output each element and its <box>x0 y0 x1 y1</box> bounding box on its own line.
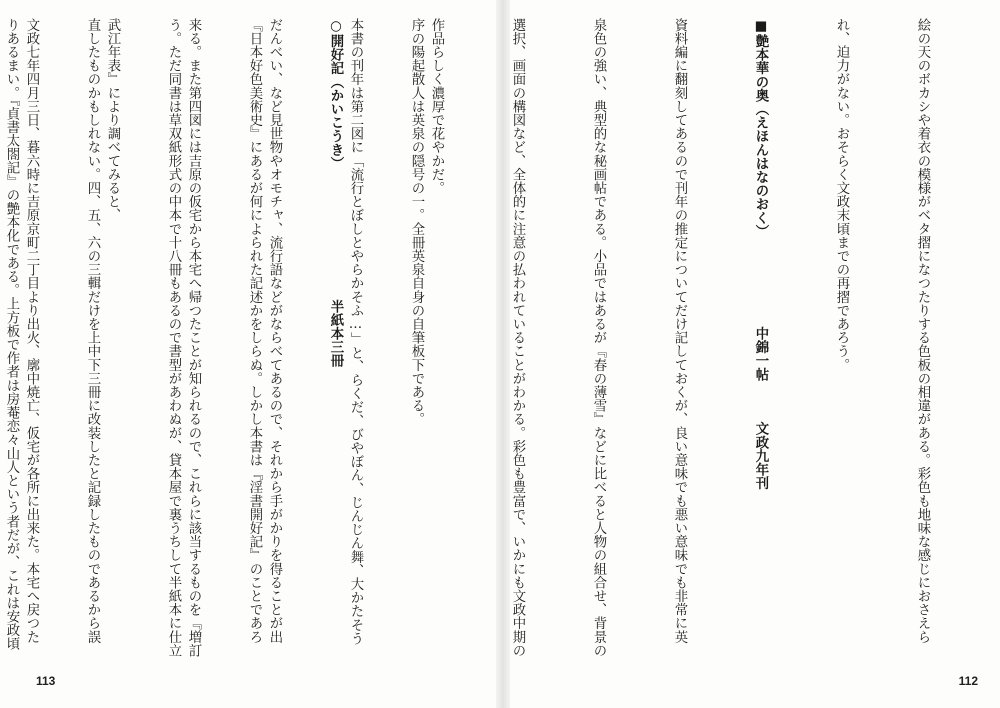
text-line: 本書の刊年は第二図に「流行とぼしとやらかそふ…」と、らくだ、びやぼん、じんじん舞、大かたそう <box>348 18 363 646</box>
text-line: 来る。また第四図には吉原の仮宅から本宅へ帰つたことが知られるので、これらに該当するものを『増訂 <box>186 18 201 658</box>
text-line: れ、迫力がない。おそらく文政末頃までの再摺であろう。 <box>834 18 849 372</box>
page-number: 113 <box>36 674 56 688</box>
text-line: だんべい、など見世物やオモチャ、流行語などがならべてあるので、それから手がかりを得ることが出 <box>267 18 282 644</box>
text-line: 選択、画面の構図など、全体的に注意の払われていることがわかる。彩色も豊富で、いかにも文政中期の <box>510 18 525 658</box>
text-line: 作品らしく濃厚で花やかだ。 <box>429 18 444 195</box>
text-line: 武江年表』により調べてみると、 <box>105 18 120 222</box>
text-line: 直したものかもしれない。四、五、六の三輯だけを上中下三冊に改装したと記録したものであるから誤 <box>85 18 100 644</box>
text-line: 文政七年四月三日、暮六時に吉原京町二丁目より出火、廓中焼亡、仮宅が各所に出来た。本宅へ戻つた <box>24 18 39 644</box>
text-line: 資料編に翻刻してあるので刊年の推定についてだけ記しておくが、良い意味でも悪い意味でも非常に英 <box>672 18 687 644</box>
page-number: 112 <box>958 674 978 688</box>
text-line: う。ただ同書は草双紙形式の中本で十八冊もあるので書型があわぬが、貸本屋で裏うちして半紙本に仕立 <box>166 18 181 658</box>
text-line: 序の陽起散人は英泉の隠号の一。全冊英泉自身の自筆板下である。 <box>409 18 424 426</box>
text-line: りあるまい。『貞書太閤記』の艶本化である。上方板で作者は房菴恋々山人という者だが、これは安政頃 <box>4 18 19 651</box>
text-line: 『日本好色美術史』にあるが何によられた記述かをしらぬ。しかし本書は『淫書開好記』のことであろ <box>247 18 262 644</box>
section-heading: ○開好記（かいこうき） 半紙本三冊 <box>328 18 344 368</box>
text-line: 絵の天のボカシや着衣の模様がベタ摺になつたりする色板の相違がある。彩色も地味な感じにおさえら <box>915 18 930 644</box>
text-line: 泉色の強い、典型的な秘画帖である。小品ではあるが『春の薄雪』などに比べると人物の組合せ、背景の <box>591 18 606 658</box>
section-heading: ■艶本華の奥（えほんはなのおく） 中錦一帖 文政九年刊 <box>753 18 769 490</box>
